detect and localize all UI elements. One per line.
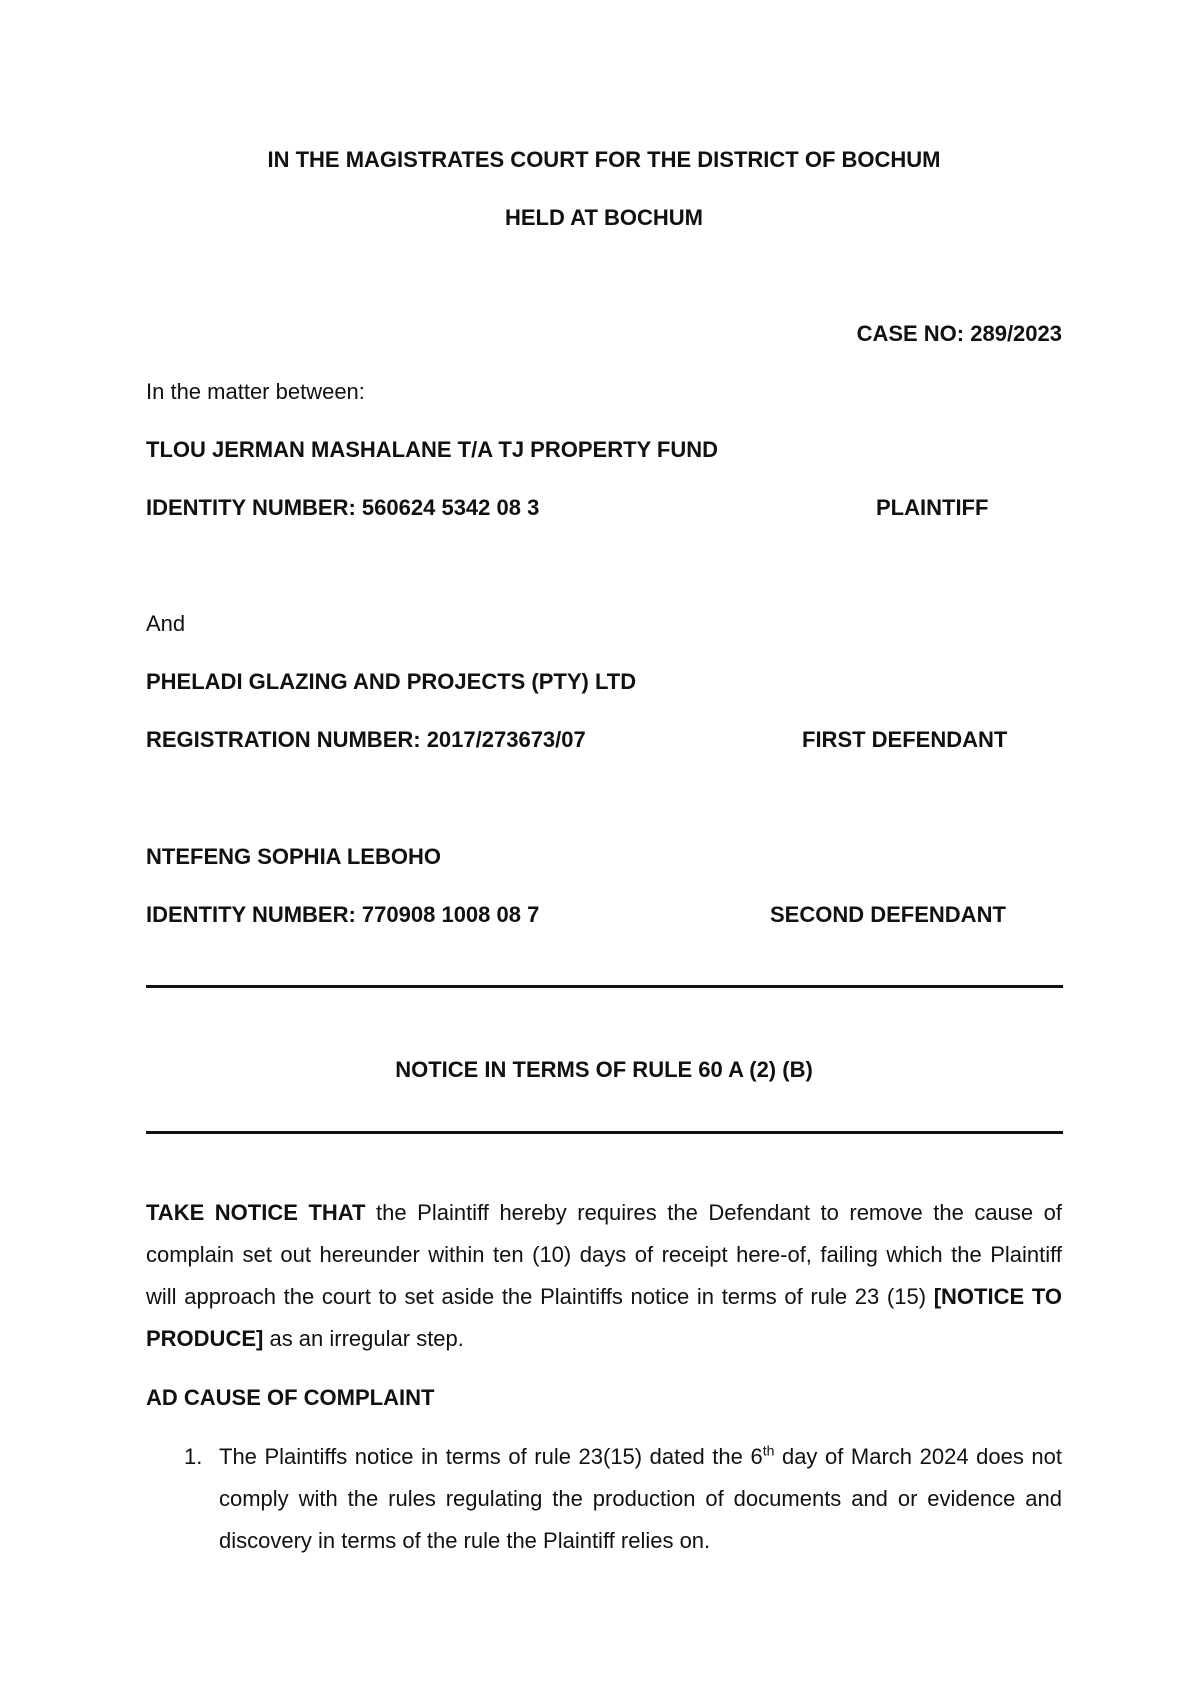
- list-item-text: [219, 1436, 1062, 1562]
- list-item-text-start: The Plaintiffs notice in terms of rule 23(15) dated the 6: [219, 1444, 763, 1469]
- first-defendant-name: PHELADI GLAZING AND PROJECTS (PTY) LTD: [146, 669, 637, 694]
- matter-intro: In the matter between:: [146, 379, 365, 404]
- take-notice-lead: TAKE NOTICE THAT: [146, 1200, 366, 1225]
- list-item: [146, 1436, 1062, 1562]
- case-number: CASE NO: 289/2023: [856, 321, 1062, 346]
- second-defendant-id: IDENTITY NUMBER: 770908 1008 08 7: [146, 902, 540, 927]
- take-notice-paragraph: [146, 1192, 1062, 1360]
- second-defendant-name: NTEFENG SOPHIA LEBOHO: [146, 844, 441, 869]
- plaintiff-role: PLAINTIFF: [876, 495, 989, 520]
- complaint-heading: AD CAUSE OF COMPLAINT: [146, 1385, 435, 1410]
- divider-top: [146, 985, 1063, 988]
- second-defendant-role: SECOND DEFENDANT: [770, 902, 1006, 927]
- notice-to-produce: [NOTICE TO PRODUCE]: [146, 1284, 1062, 1351]
- first-defendant-role: FIRST DEFENDANT: [802, 727, 1008, 752]
- take-notice-tail: as an irregular step.: [263, 1326, 464, 1351]
- list-item-number: 1.: [184, 1444, 203, 1469]
- ordinal-suffix: th: [762, 1442, 775, 1459]
- notice-title: NOTICE IN TERMS OF RULE 60 A (2) (B): [395, 1057, 813, 1082]
- list-item-text-end: day of March 2024 does not comply with the rules regulating the production of documents and or evidence and discovery in terms of the rule the Plaintiff relies on.: [219, 1444, 1062, 1553]
- divider-bottom: [146, 1131, 1063, 1134]
- court-title: IN THE MAGISTRATES COURT FOR THE DISTRICT OF BOCHUM: [267, 147, 941, 172]
- take-notice-body: the Plaintiff hereby requires the Defendant to remove the cause of complain set out hereunder within ten (10) days of receipt here-of, failing which the Plaintiff will approach the court to set aside the Plaintiffs notice in terms of rule 23 (15): [146, 1200, 1062, 1309]
- first-defendant-registration: REGISTRATION NUMBER: 2017/273673/07: [146, 727, 586, 752]
- held-at: HELD AT BOCHUM: [505, 205, 703, 230]
- plaintiff-id: IDENTITY NUMBER: 560624 5342 08 3: [146, 495, 540, 520]
- plaintiff-name: TLOU JERMAN MASHALANE T/A TJ PROPERTY FUND: [146, 437, 719, 462]
- conjunction-and: And: [146, 611, 186, 636]
